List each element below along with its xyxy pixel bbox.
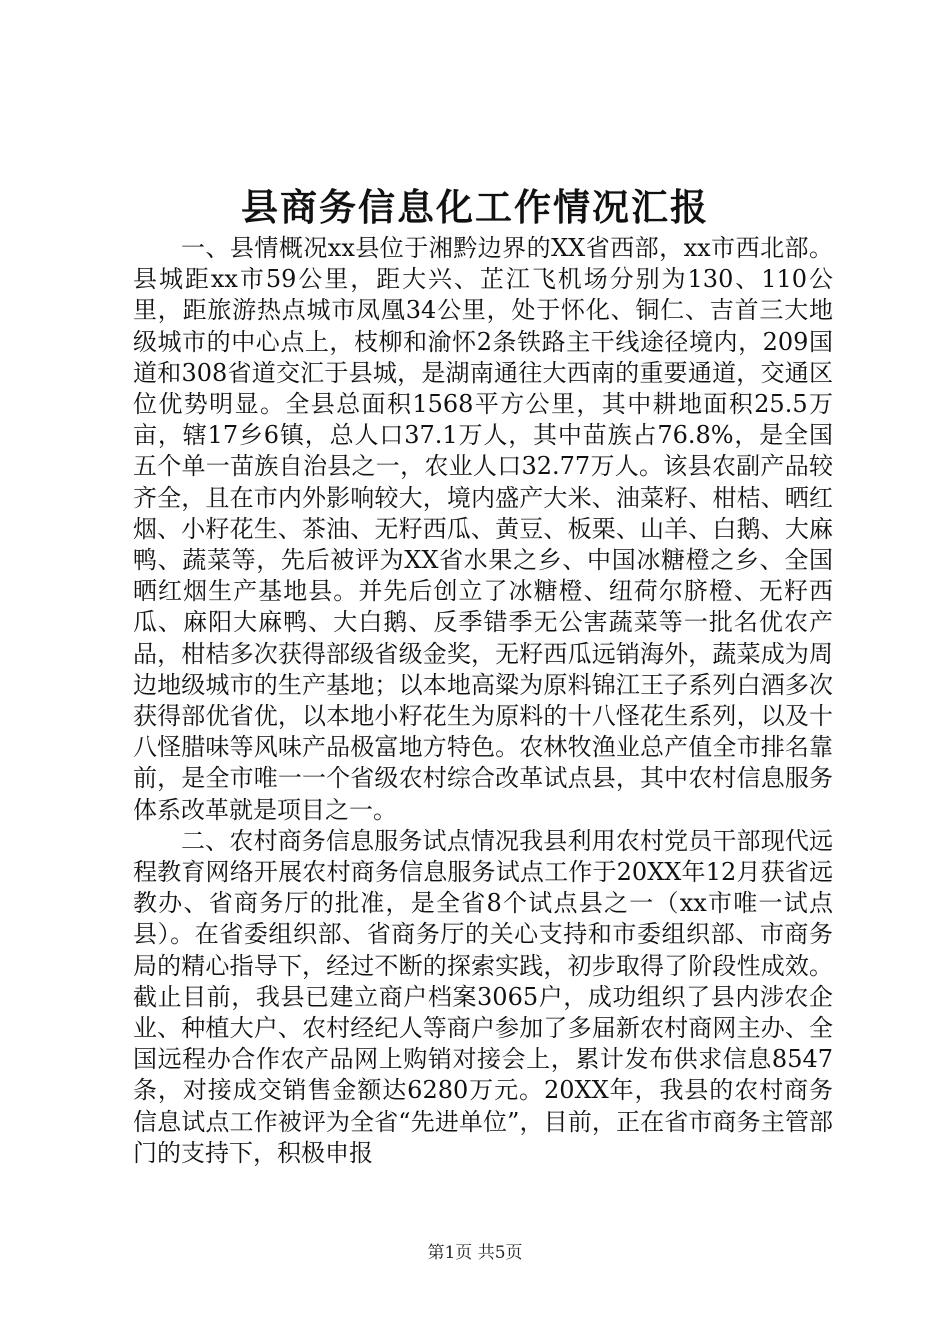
paragraph-pilot-status: 二、农村商务信息服务试点情况我县利用农村党员干部现代远程教育网络开展农村商务信息服务试点工作于20XX年12月获省远教办、省商务厅的批准，是全省8个试点县之一（xx市唯一试点县）。在省委组织部、省商务厅的关心支持和市委组织部、市商务局的精心指导下，经过不断的探索实践，初步取得了阶段性成效。截止目前，我县已建立商户档案3065户，成功组织了县内涉农企业、种植大户、农村经纪人等商户参加了多届新农村商网主办、全国远程办合作农产品网上购销对接会上，累计发布供求信息8547条，对接成交销售金额达6280万元。20XX年，我县的农村商务信息试点工作被评为全省“先进单位”，目前，正在省市商务主管部门的支持下，积极申报 [133, 826, 833, 1167]
document-title: 县商务信息化工作情况汇报 [241, 185, 709, 229]
document-body [133, 233, 833, 1169]
paragraph-county-overview: 一、县情概况xx县位于湘黔边界的XX省西部，xx市西北部。县城距xx市59公里，距大兴、芷江飞机场分别为130、110公里，距旅游热点城市凤凰34公里，处于怀化、铜仁、吉首三大地级城市的中心点上，枝柳和渝怀2条铁路主干线途径境内，209国道和308省道交汇于县城，是湖南通往大西南的重要通道，交通区位优势明显。全县总面积1568平方公里，其中耕地面积25.5万亩，辖17乡6镇，总人口37.1万人，其中苗族占76.8%，是全国五个单一苗族自治县之一，农业人口32.77万人。该县农副产品较齐全，且在市内外影响较大，境内盛产大米、油菜籽、柑桔、晒红烟、小籽花生、茶油、无籽西瓜、黄豆、板栗、山羊、白鹅、大麻鸭、蔬菜等，先后被评为XX省水果之乡、中国冰糖橙之乡、全国晒红烟生产基地县。并先后创立了冰糖橙、纽荷尔脐橙、无籽西瓜、麻阳大麻鸭、大白鹅、反季错季无公害蔬菜等一批名优农产品，柑桔多次获得部级省级金奖，无籽西瓜远销海外，蔬菜成为周边地级城市的生产基地；以本地高粱为原料锦江王子系列白酒多次获得部优省优，以本地小籽花生为原料的十八怪花生系列，以及十八怪腊味等风味产品极富地方特色。农林牧渔业总产值全市排名靠前，是全市唯一一个省级农村综合改革试点县，其中农村信息服务体系改革就是项目之一。 [133, 234, 833, 824]
page-footer: 第1页 共5页 [427, 1243, 523, 1263]
